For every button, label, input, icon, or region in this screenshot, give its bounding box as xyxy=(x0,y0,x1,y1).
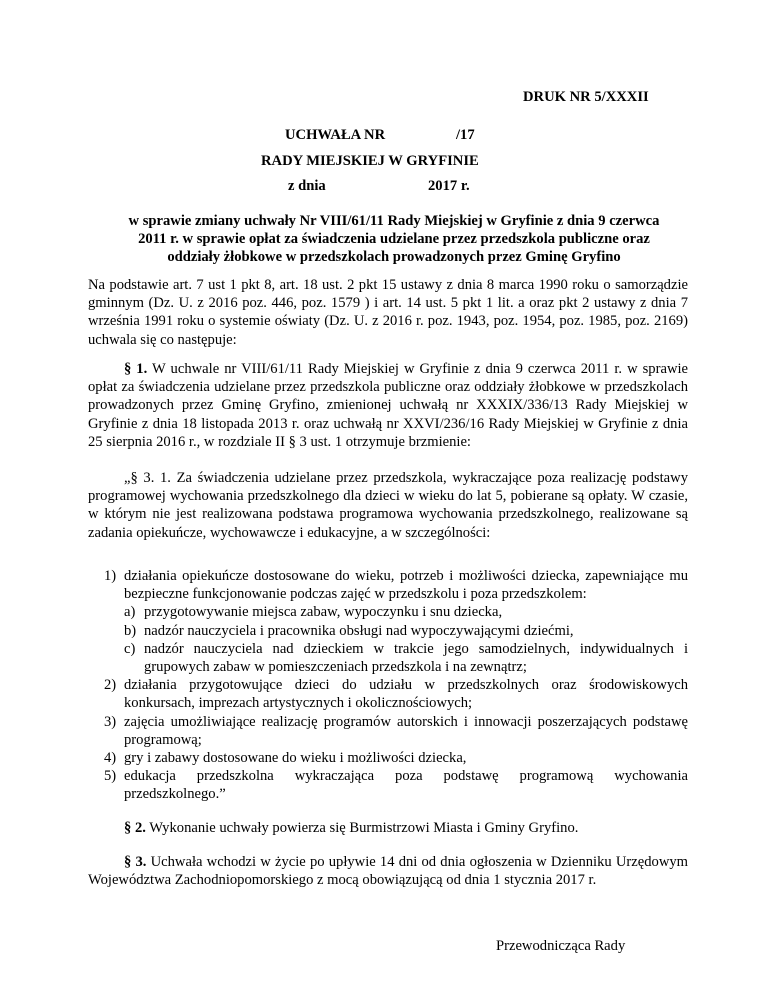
section-1 xyxy=(88,360,688,451)
sub-item-text: nadzór nauczyciela nad dzieckiem w trakcie jego samodzielnych, indywidualnych i grupowych zabaw w pomieszczeniach przedszkola i na zewnątrz; xyxy=(144,640,688,676)
signature-title: Przewodnicząca Rady xyxy=(496,938,626,954)
list-item-number: 2) xyxy=(104,677,117,694)
sub-item-text: przygotowywanie miejsca zabaw, wypoczynku i snu dziecka, xyxy=(144,604,503,621)
list-item-text: gry i zabawy dostosowane do wieku i możliwości dziecka, xyxy=(124,750,467,767)
sub-list-item xyxy=(124,603,688,621)
subject-line-2: 2011 r. w sprawie opłat za świadczenia udzielane przez przedszkola publiczne oraz xyxy=(138,231,650,248)
sub-item-label: b) xyxy=(124,622,137,639)
resolution-number-label: UCHWAŁA NR xyxy=(285,127,386,143)
list-item xyxy=(104,713,688,749)
sub-item-label: a) xyxy=(124,604,136,621)
resolution-number-suffix: /17 xyxy=(456,127,475,143)
list-item-text: edukacja przedszkolna wykraczająca poza podstawę programową wychowania przedszkolnego.” xyxy=(124,768,688,803)
subject-line-3: oddziały żłobkowe w przedszkolach prowadzonych przez Gminę Gryfino xyxy=(167,249,621,266)
section-1-label: § 1. xyxy=(124,361,148,377)
sub-list-item xyxy=(124,640,688,676)
list-item-number: 5) xyxy=(104,768,117,785)
list-item xyxy=(104,749,688,767)
section-3-text: Uchwała wchodzi w życie po upływie 14 dni od dnia ogłoszenia w Dzienniku Urzędowym Województwa Zachodniopomorskiego z mocą obowiązującą od dnia 1 stycznia 2017 r. xyxy=(88,854,689,889)
druk-number: DRUK NR 5/XXXII xyxy=(523,89,649,105)
list-item-number: 3) xyxy=(104,713,117,730)
section-1-text: W uchwale nr VIII/61/11 Rady Miejskiej w Gryfinie z dnia 9 czerwca 2011 r. w sprawie opłat za świadczenia udzielane przez przedszkola publiczne oraz oddziały żłobkowe w przedszkolach prowadzonych przez Gminę Gryfino, zmienionej uchwałą nr XXXIX/336/13 Rady Miejskiej w Gryfinie z dnia 18 listopada 2013 r. oraz uchwałą nr XXVI/236/16 Rady Miejskiej w Gryfinie z dnia 25 sierpnia 2016 r., w rozdziale II § 3 ust. 1 otrzymuje brzmienie: xyxy=(88,361,689,450)
list-item-text: działania opiekuńcze dostosowane do wieku, potrzeb i możliwości dziecka, zapewniające mu bezpieczne funkcjonowanie podczas zajęć w przedszkolu i poza przedszkolem: xyxy=(124,568,688,603)
section-2-text: Wykonanie uchwały powierza się Burmistrzowi Miasta i Gminy Gryfino. xyxy=(149,820,579,836)
list-item-text: działania przygotowujące dzieci do udziału w przedszkolnych oraz środowiskowych konkursach, imprezach artystycznych i okolicznościowych; xyxy=(124,677,688,712)
council-name: RADY MIEJSKIEJ W GRYFINIE xyxy=(261,153,479,169)
list-item-text: zajęcia umożliwiające realizację programów autorskich i innowacji poszerzających podstawę programową; xyxy=(124,713,688,748)
sub-item-label: c) xyxy=(124,640,136,657)
date-year: 2017 r. xyxy=(428,178,470,194)
list-item xyxy=(104,767,688,803)
subject-line-1: w sprawie zmiany uchwały Nr VIII/61/11 Rady Miejskiej w Gryfinie z dnia 9 czerwca xyxy=(128,213,660,229)
section-3 xyxy=(88,853,688,889)
date-label: z dnia xyxy=(288,178,326,194)
resolution-subject xyxy=(80,212,708,267)
list-item xyxy=(104,567,688,603)
list-item-number: 1) xyxy=(104,568,117,584)
section-3-label: § 3. xyxy=(124,854,147,870)
task-list xyxy=(104,567,688,804)
list-item xyxy=(104,676,688,712)
sub-list-item xyxy=(124,622,688,640)
quote-intro: „§ 3. 1. Za świadczenia udzielane przez przedszkola, wykraczające poza realizację podstawy programowej wychowania przedszkolnego dla dzieci w wieku do lat 5, pobierane są opłaty. W czasie, w którym nie jest realizowana podstawa programowa wychowania przedszkolnego, realizowane są zadania opiekuńcze, wychowawcze i edukacyjne, a w szczególności: xyxy=(88,470,688,541)
sub-list xyxy=(104,603,688,676)
section-2 xyxy=(88,819,688,837)
sub-item-text: nadzór nauczyciela i pracownika obsługi nad wypoczywającymi dziećmi, xyxy=(144,622,574,639)
list-item-number: 4) xyxy=(104,750,117,767)
legal-basis: Na podstawie art. 7 ust 1 pkt 8, art. 18 ust. 2 pkt 15 ustawy z dnia 8 marca 1990 roku o samorządzie gminnym (Dz. U. z 2016 poz. 446, poz. 1579 ) i art. 14 ust. 5 pkt 1 lit. a oraz pkt 2 ustawy z dnia 7 września 1991 roku o systemie oświaty (Dz. U. z 2016 r. poz. 1943, poz. 1954, poz. 1985, poz. 2169) uchwala się co następuje: xyxy=(88,277,688,348)
section-2-label: § 2. xyxy=(124,820,146,836)
